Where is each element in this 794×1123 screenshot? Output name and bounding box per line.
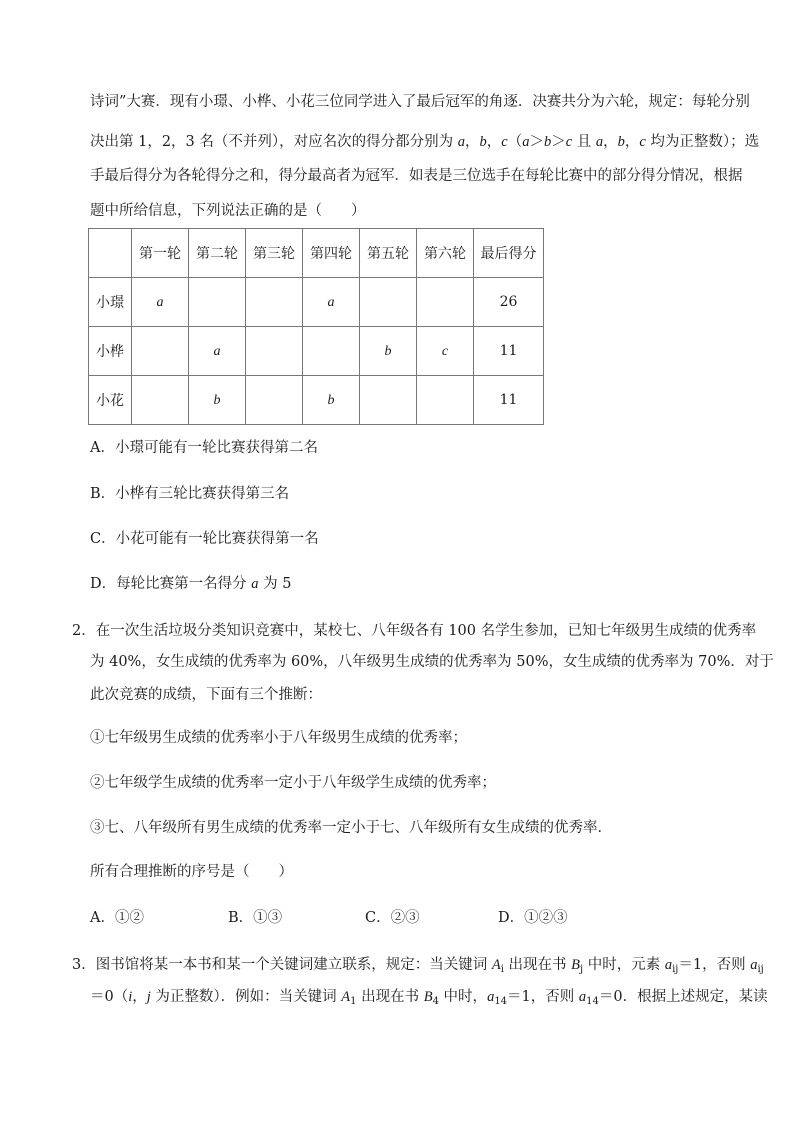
table-cell bbox=[132, 327, 189, 376]
q2-option-c: C．②③ bbox=[365, 910, 420, 926]
table-cell bbox=[360, 278, 417, 327]
table-header-cell: 第六轮 bbox=[417, 229, 474, 278]
q2-statement-3: ③七、八年级所有男生成绩的优秀率一定小于七、八年级所有女生成绩的优秀率． bbox=[90, 820, 612, 836]
table-row bbox=[89, 278, 544, 327]
table-cell: c bbox=[417, 327, 474, 376]
table-header-cell: 最后得分 bbox=[474, 229, 544, 278]
table-cell bbox=[417, 376, 474, 425]
q1-option-c: C．小花可能有一轮比赛获得第一名 bbox=[90, 531, 319, 547]
table-cell: b bbox=[303, 376, 360, 425]
q2-line-1: 2．在一次生活垃圾分类知识竞赛中，某校七、八年级各有 100 名学生参加，已知七年级男生成绩的优秀率 bbox=[72, 623, 757, 639]
table-cell: 小璟 bbox=[89, 278, 132, 327]
table-header-row bbox=[89, 229, 544, 278]
q2-line-3: 此次竞赛的成绩，下面有三个推断： bbox=[90, 687, 322, 703]
table-cell: a bbox=[189, 327, 246, 376]
table-cell: b bbox=[360, 327, 417, 376]
table-row bbox=[89, 327, 544, 376]
q2-option-a: A．①② bbox=[90, 910, 144, 926]
q3-line-1: 3．图书馆将某一本书和某一个关键词建立联系，规定：当关键词 $A_i$ 出现在书 $B_j$ 中时，元素 $a_{ij}=1$，否则 $a_{ij}$ bbox=[72, 957, 764, 975]
q3-line-2: ＝0（i，j 为正整数）．例如：当关键词 $A_1$ 出现在书 $B_4$ 中时，$a_{14}=1$，否则 $a_{14}=0$．根据上述规定，某读 bbox=[90, 989, 768, 1007]
table-header-cell: 第二轮 bbox=[189, 229, 246, 278]
table-cell: a bbox=[132, 278, 189, 327]
table-row bbox=[89, 376, 544, 425]
table-cell bbox=[132, 376, 189, 425]
q1-option-a: A．小璟可能有一轮比赛获得第二名 bbox=[90, 440, 318, 456]
table-header-cell: 第一轮 bbox=[132, 229, 189, 278]
table-cell bbox=[189, 278, 246, 327]
table-header-cell bbox=[89, 229, 132, 278]
table-cell: 11 bbox=[474, 376, 544, 425]
q1-line-3: 手最后得分为各轮得分之和，得分最高者为冠军．如表是三位选手在每轮比赛中的部分得分情况，根据 bbox=[90, 168, 743, 184]
table-cell: 小桦 bbox=[89, 327, 132, 376]
table-cell: a bbox=[303, 278, 360, 327]
table-cell: b bbox=[189, 376, 246, 425]
table-header-cell: 第五轮 bbox=[360, 229, 417, 278]
q1-option-d: D．每轮比赛第一名得分 a 为 5 bbox=[90, 576, 292, 592]
q2-option-b: B．①③ bbox=[228, 910, 283, 926]
table-cell: 小花 bbox=[89, 376, 132, 425]
q1-line-1: 诗词”大赛．现有小璟、小桦、小花三位同学进入了最后冠军的角逐．决赛共分为六轮，规定：每轮分别 bbox=[90, 94, 750, 110]
q2-statement-2: ②七年级学生成绩的优秀率一定小于八年级学生成绩的优秀率； bbox=[90, 775, 496, 791]
table-header-cell: 第三轮 bbox=[246, 229, 303, 278]
q2-prompt: 所有合理推断的序号是（ ） bbox=[90, 864, 293, 880]
q1-line-4: 题中所给信息，下列说法正确的是（ ） bbox=[90, 203, 366, 219]
q2-option-d: D．①②③ bbox=[498, 910, 568, 926]
table-cell bbox=[417, 278, 474, 327]
table-cell bbox=[246, 327, 303, 376]
table-cell bbox=[303, 327, 360, 376]
table-header-cell: 第四轮 bbox=[303, 229, 360, 278]
q2-line-2: 为 40%，女生成绩的优秀率为 60%，八年级男生成绩的优秀率为 50%，女生成绩的优秀率为 70%．对于 bbox=[90, 654, 774, 670]
q1-line-2: 决出第 1，2，3 名（不并列），对应名次的得分都分别为 a，b，c（a＞b＞c 且 a，b，c 均为正整数）；选 bbox=[90, 134, 760, 150]
score-table bbox=[88, 228, 544, 425]
table-cell: 11 bbox=[474, 327, 544, 376]
table-cell: 26 bbox=[474, 278, 544, 327]
q2-statement-1: ①七年级男生成绩的优秀率小于八年级男生成绩的优秀率； bbox=[90, 730, 467, 746]
table-cell bbox=[246, 278, 303, 327]
table-cell bbox=[246, 376, 303, 425]
q1-option-b: B．小桦有三轮比赛获得第三名 bbox=[90, 486, 290, 502]
table-cell bbox=[360, 376, 417, 425]
